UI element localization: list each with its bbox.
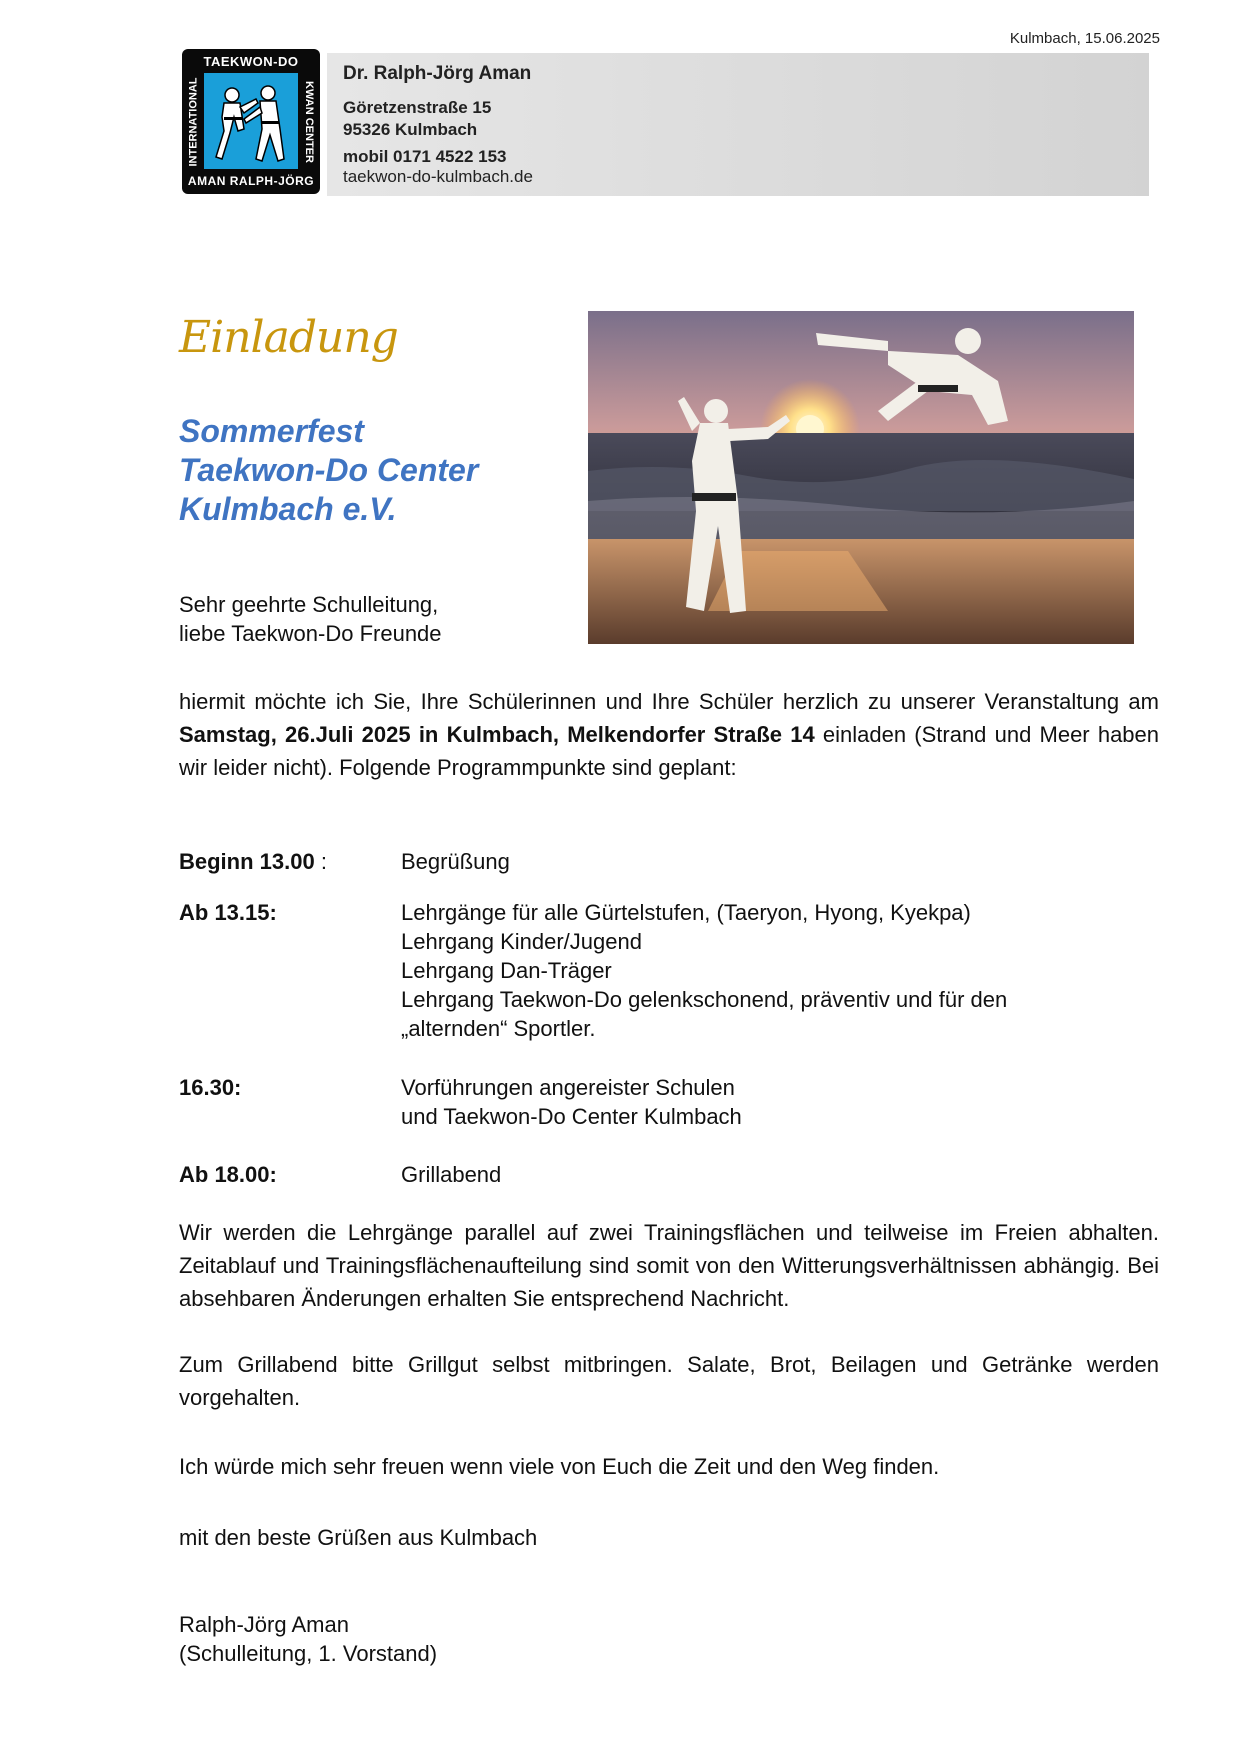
sender-mobile: mobil 0171 4522 153 <box>343 147 507 166</box>
logo-top-text: TAEKWON-DO <box>203 54 299 69</box>
event-date-location: Samstag, 26.Juli 2025 in Kulmbach, Melkendorfer Straße 14 <box>179 722 815 747</box>
sunset-kick-photo <box>588 311 1134 644</box>
event-title: Sommerfest Taekwon-Do Center Kulmbach e.V. <box>179 413 479 527</box>
invitation-title: Einladung <box>179 312 398 363</box>
closing-sentence: Ich würde mich sehr freuen wenn viele von Euch die Zeit und den Weg finden. <box>179 1454 940 1479</box>
sender-name: Dr. Ralph-Jörg Aman <box>343 63 532 84</box>
letterhead <box>327 53 1149 196</box>
letter-date: Kulmbach, 15.06.2025 <box>1009 30 1160 47</box>
sender-city: 95326 Kulmbach <box>343 120 478 139</box>
logo-right-text: KWAN CENTER <box>303 80 316 163</box>
signature: Ralph-Jörg Aman (Schulleitung, 1. Vorstand) <box>179 1612 438 1666</box>
sender-website[interactable]: taekwon-do-kulmbach.de <box>343 167 533 186</box>
logo-left-text: INTERNATIONAL <box>187 76 200 167</box>
schedule-paragraph: Wir werden die Lehrgänge parallel auf zwei Trainingsflächen und teilweise im Freien abhalten. Zeitablauf und Trainingsflächenaufteilung sind somit von den Witterungsverhältnissen abhängig. Bei absehbaren Änderungen erhalten Sie entsprechend Nachricht. <box>179 1220 1159 1311</box>
greeting: Sehr geehrte Schulleitung, liebe Taekwon-Do Freunde <box>179 592 442 646</box>
closing-greeting: mit den beste Grüßen aus Kulmbach <box>179 1525 538 1550</box>
club-logo <box>182 49 320 194</box>
logo-bottom-text: AMAN RALPH-JÖRG <box>187 174 315 188</box>
logo-fighters-icon <box>204 73 298 169</box>
sender-street: Göretzenstraße 15 <box>343 98 492 117</box>
intro-paragraph: hiermit möchte ich Sie, Ihre Schülerinnen und Ihre Schüler herzlich zu unserer Veranstaltung am Samstag, 26.Juli 2025 in Kulmbach, Melkendorfer Straße 14 einladen (Strand und Meer haben wir leider nicht). Folgende Programmpunkte sind geplant: <box>179 689 1160 780</box>
barbecue-paragraph: Zum Grillabend bitte Grillgut selbst mitbringen. Salate, Brot, Beilagen und Getränke werden vorgehalten. <box>179 1352 1159 1410</box>
